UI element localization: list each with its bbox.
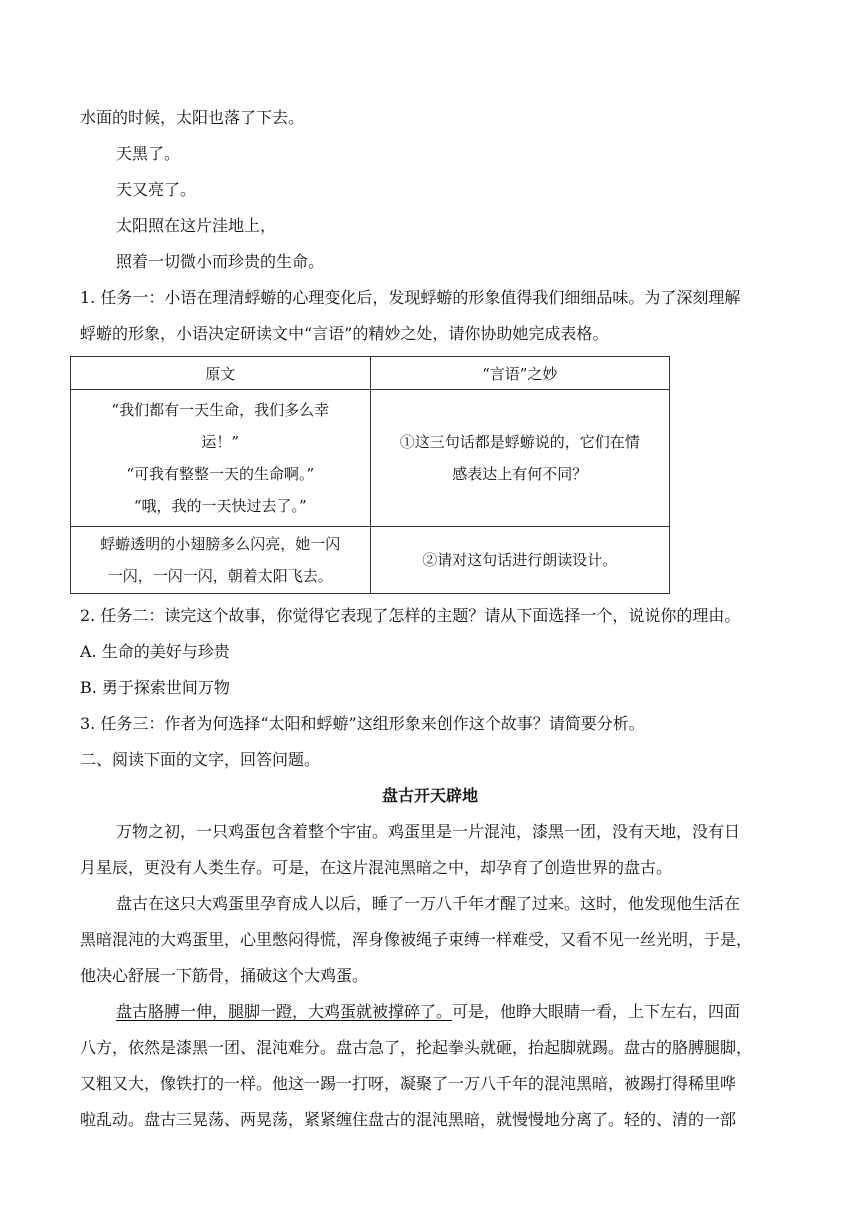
table-cell-answer (370, 527, 670, 594)
task3-question: 3. 任务三：作者为何选择“太阳和蜉蝣”这组形象来创作这个故事？请简要分析。 (80, 714, 645, 733)
table-row (71, 527, 670, 594)
table-cell-quotes (71, 527, 371, 594)
story-line: 天黑了。 (116, 144, 181, 163)
passage-line: 万物之初，一只鸡蛋包含着整个宇宙。鸡蛋里是一片混沌，漆黑一团，没有天地，没有日 (116, 822, 741, 841)
passage-line: 月星辰，更没有人类生存。可是，在这片混沌黑暗之中，却孕育了创造世界的盘古。 (80, 858, 673, 877)
story-line: 照着一切微小而珍贵的生命。 (116, 252, 325, 271)
passage-line: 他决心舒展一下筋骨，捅破这个大鸡蛋。 (80, 966, 369, 985)
table-cell-quotes (71, 390, 371, 527)
quote-line: 一闪，一闪一闪，朝着太阳飞去。 (107, 567, 333, 585)
answer-line: ②请对这句话进行朗读设计。 (422, 551, 618, 569)
table-cell-answer (370, 390, 670, 527)
passage-title: 盘古开天辟地 (381, 786, 478, 805)
quote-line: “哦，我的一天快过去了。” (133, 497, 307, 515)
passage-line: 八方，依然是漆黑一团、混沌难分。盘古急了，抡起拳头就砸，抬起脚就踢。盘古的胳膊腿脚， (80, 1038, 753, 1057)
underlined-sentence: 盘古胳膊一伸，腿脚一蹬，大鸡蛋就被撑碎了。 (116, 1002, 453, 1021)
passage-line: 盘古在这只大鸡蛋里孕育成人以后，睡了一万八千年才醒了过来。这时，他发现他生活在 (116, 894, 741, 913)
task1-question-cont: 蜉蝣的形象，小语决定研读文中“言语”的精妙之处，请你协助她完成表格。 (80, 324, 609, 343)
quote-line: “我们都有一天生命，我们多么幸 (111, 401, 330, 419)
task2-question: 2. 任务二：读完这个故事，你觉得它表现了怎样的主题？请从下面选择一个，说说你的理由。 (80, 606, 741, 625)
task2-option-b: B. 勇于探索世间万物 (80, 678, 230, 697)
passage-text: 可是，他睁大眼睛一看，上下左右，四面 (452, 1002, 741, 1021)
passage-line: 啦乱动。盘古三晃荡、两晃荡，紧紧缠住盘古的混沌黑暗，就慢慢地分离了。轻的、清的一部 (80, 1110, 737, 1129)
passage-line: 黑暗混沌的大鸡蛋里，心里憋闷得慌，浑身像被绳子束缚一样难受，又看不见一丝光明，于是， (80, 930, 753, 949)
table-row (71, 390, 670, 527)
table-header-original: 原文 (71, 357, 371, 390)
passage-line: 又粗又大，像铁打的一样。他这一踢一打呀，凝聚了一万八千年的混沌黑暗，被踢打得稀里哗 (80, 1074, 737, 1093)
task1-question: 1. 任务一：小语在理清蜉蝣的心理变化后，发现蜉蝣的形象值得我们细细品味。为了深刻理解 (80, 288, 741, 307)
document-page (80, 100, 780, 1138)
quote-line: 运！” (201, 433, 240, 451)
table-header-language: “言语”之妙 (370, 357, 670, 390)
answer-line: 感表达上有何不同？ (452, 465, 588, 483)
story-line: 天又亮了。 (116, 180, 197, 199)
table-header-row (71, 357, 670, 390)
passage-line (80, 994, 780, 1030)
section2-heading: 二、阅读下面的文字，回答问题。 (80, 750, 321, 769)
quote-line: 蜉蝣透明的小翅膀多么闪亮，她一闪 (100, 535, 341, 553)
quote-line: “可我有整整一天的生命啊。” (126, 465, 315, 483)
answer-line: ①这三句话都是蜉蝣说的，它们在情 (399, 433, 640, 451)
task2-option-a: A. 生命的美好与珍贵 (80, 642, 230, 661)
story-line: 水面的时候，太阳也落了下去。 (80, 108, 305, 127)
task1-table (70, 356, 670, 594)
story-line: 太阳照在这片洼地上， (116, 216, 277, 235)
